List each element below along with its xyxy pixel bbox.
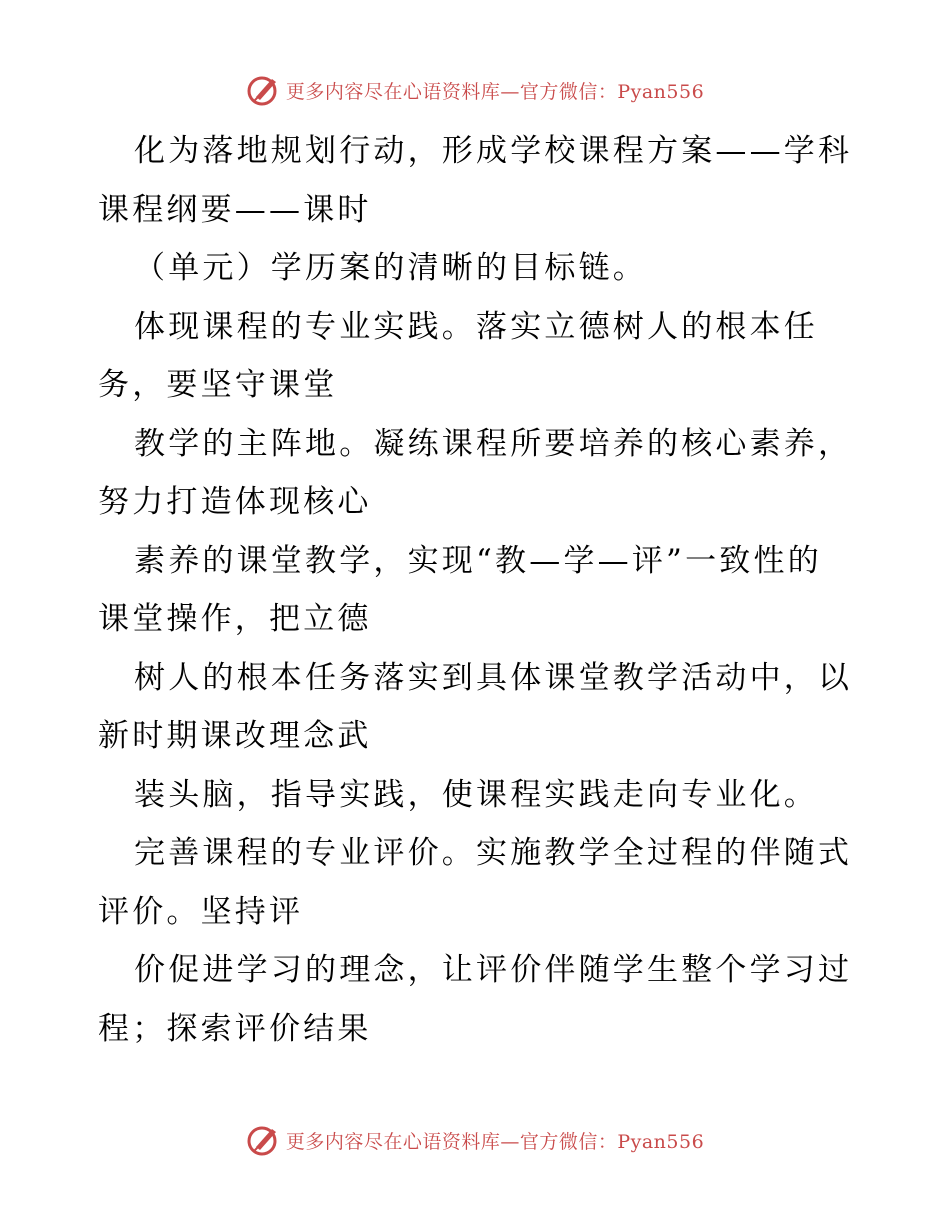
text-line: 价促进学习的理念，让评价伴随学生整个学习过: [134, 952, 853, 988]
text-line: 课程纲要——课时: [98, 191, 372, 228]
text-line: 完善课程的专业评价。实施教学全过程的伴随式: [134, 835, 853, 871]
text-line: （单元）学历案的清晰的目标链。: [134, 250, 647, 286]
text-line: 努力打造体现核心: [98, 484, 372, 520]
document-body: [98, 122, 858, 1058]
text-line: 素养的课堂教学，实现“教—学—评”一致性的: [134, 542, 822, 579]
text-line: 务，要坚守课堂: [98, 367, 338, 403]
footer-banner-text: 更多内容尽在心语资料库—官方微信：Pyan556: [285, 1130, 705, 1153]
text-line: 新时期课改理念武: [98, 718, 372, 754]
text-line: 程；探索评价结果: [98, 1010, 372, 1047]
footer-banner: [0, 1120, 950, 1160]
header-banner-text: 更多内容尽在心语资料库—官方微信：Pyan556: [285, 80, 705, 103]
text-line: 体现课程的专业实践。落实立德树人的根本任: [134, 308, 818, 345]
text-line: 树人的根本任务落实到具体课堂教学活动中，以: [134, 659, 853, 696]
text-line: 装头脑，指导实践，使课程实践走向专业化。: [134, 776, 818, 813]
quill-logo-icon: [246, 73, 280, 107]
text-line: 化为落地规划行动，形成学校课程方案——学科: [134, 133, 853, 169]
text-line: 评价。坚持评: [98, 893, 304, 930]
text-line: 教学的主阵地。凝练课程所要培养的核心素养，: [134, 425, 853, 462]
header-banner: [0, 70, 950, 110]
text-line: 课堂操作，把立德: [98, 601, 372, 637]
quill-logo-icon: [246, 1123, 280, 1157]
